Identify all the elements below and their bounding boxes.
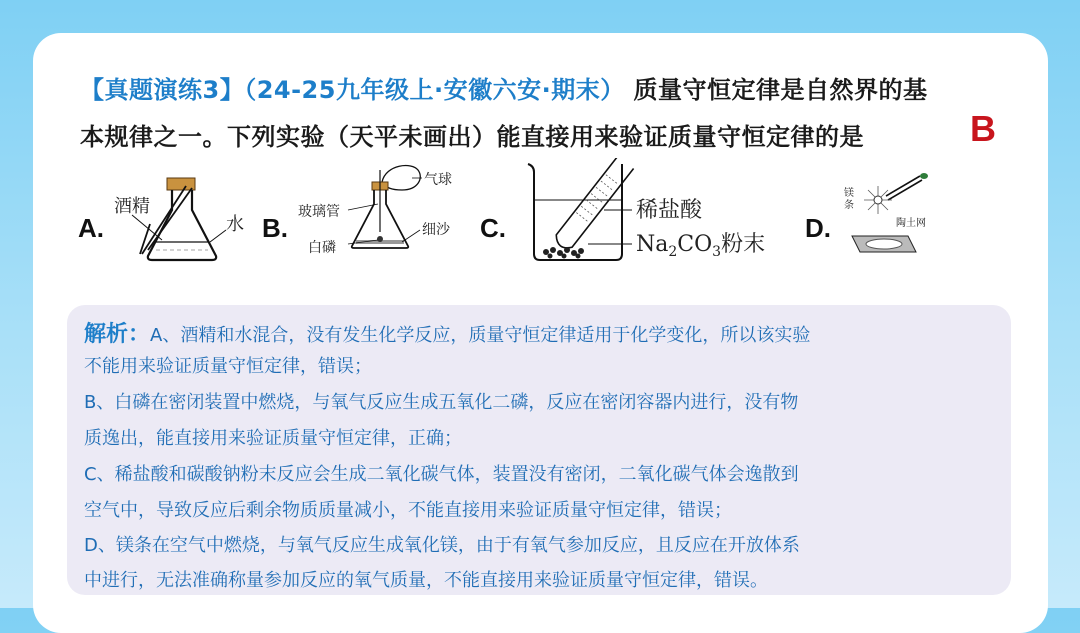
analysis-line-1: 解析：A、酒精和水混合，没有发生化学反应，质量守恒定律适用于化学变化，所以该实验 bbox=[84, 322, 811, 347]
option-a-letter: A. bbox=[78, 213, 104, 243]
option-c-figure bbox=[520, 158, 780, 266]
label-white-phosphorus: 白磷 bbox=[308, 240, 336, 256]
analysis-line-4: 质逸出，能直接用来验证质量守恒定律，正确； bbox=[84, 428, 462, 449]
test-tube bbox=[148, 188, 192, 250]
white-phosphorus bbox=[377, 236, 383, 242]
analysis-line-7: D、镁条在空气中燃烧，与氧气反应生成氧化镁，由于有氧气参加反应，且反应在开放体系 bbox=[84, 535, 800, 556]
tongs bbox=[886, 176, 920, 196]
analysis-line-8: 中进行，无法准确称量参加反应的氧气质量，不能直接用来验证质量守恒定律，错误。 bbox=[84, 570, 768, 591]
label-glass-tube: 玻璃管 bbox=[298, 204, 340, 220]
glass-tube-pointer bbox=[348, 204, 378, 210]
label-gauze: 陶土网 bbox=[896, 218, 926, 229]
powder bbox=[543, 247, 584, 259]
analysis-heading: 解析： bbox=[84, 322, 151, 347]
gauze-center bbox=[866, 239, 902, 249]
option-b-letter: B. bbox=[262, 213, 288, 243]
label-alcohol: 酒精 bbox=[114, 196, 150, 217]
question-line-2: 本规律之一。下列实验（天平未画出）能直接用来验证质量守恒定律的是 bbox=[80, 123, 864, 151]
label-acid: 稀盐酸 bbox=[636, 198, 703, 223]
answer-mark: B bbox=[970, 108, 996, 149]
option-d-figure bbox=[838, 166, 948, 258]
tongs-arm bbox=[888, 180, 922, 200]
option-d-letter: D. bbox=[805, 213, 831, 243]
water-pointer bbox=[210, 230, 226, 242]
label-balloon: 气球 bbox=[424, 172, 452, 188]
label-fine-sand: 细沙 bbox=[422, 222, 450, 238]
question-tag: 【真题演练3】（24-25九年级上·安徽六安·期末） bbox=[80, 76, 625, 104]
analysis-line-5: C、稀盐酸和碳酸钠粉末反应会生成二氧化碳气体，装置没有密闭，二氧化碳气体会逸散到 bbox=[84, 464, 799, 485]
analysis-line-2: 不能用来验证质量守恒定律，错误； bbox=[84, 356, 372, 377]
spark-core bbox=[874, 196, 882, 204]
label-mg: 镁条 bbox=[844, 188, 854, 211]
analysis-line-6: 空气中，导致反应后剩余物质质量减小，不能直接用来验证质量守恒定律，错误； bbox=[84, 500, 732, 521]
option-b-figure bbox=[290, 160, 470, 260]
question-line-1 bbox=[80, 70, 928, 105]
option-a-figure bbox=[112, 170, 252, 266]
question-text-1: 质量守恒定律是自然界的基 bbox=[624, 76, 928, 104]
tongs-grip bbox=[920, 173, 928, 179]
label-water: 水 bbox=[226, 214, 244, 235]
alcohol-pointer bbox=[132, 215, 162, 240]
sand-pointer bbox=[402, 230, 420, 242]
conical-flask bbox=[148, 190, 216, 260]
analysis-line-3: B、白磷在密闭装置中燃烧，与氧气反应生成五氧化二磷，反应在密闭容器内进行，没有物 bbox=[84, 392, 799, 413]
option-c-letter: C. bbox=[480, 213, 506, 243]
label-powder: $Na_2CO_3$粉末 bbox=[636, 232, 766, 260]
